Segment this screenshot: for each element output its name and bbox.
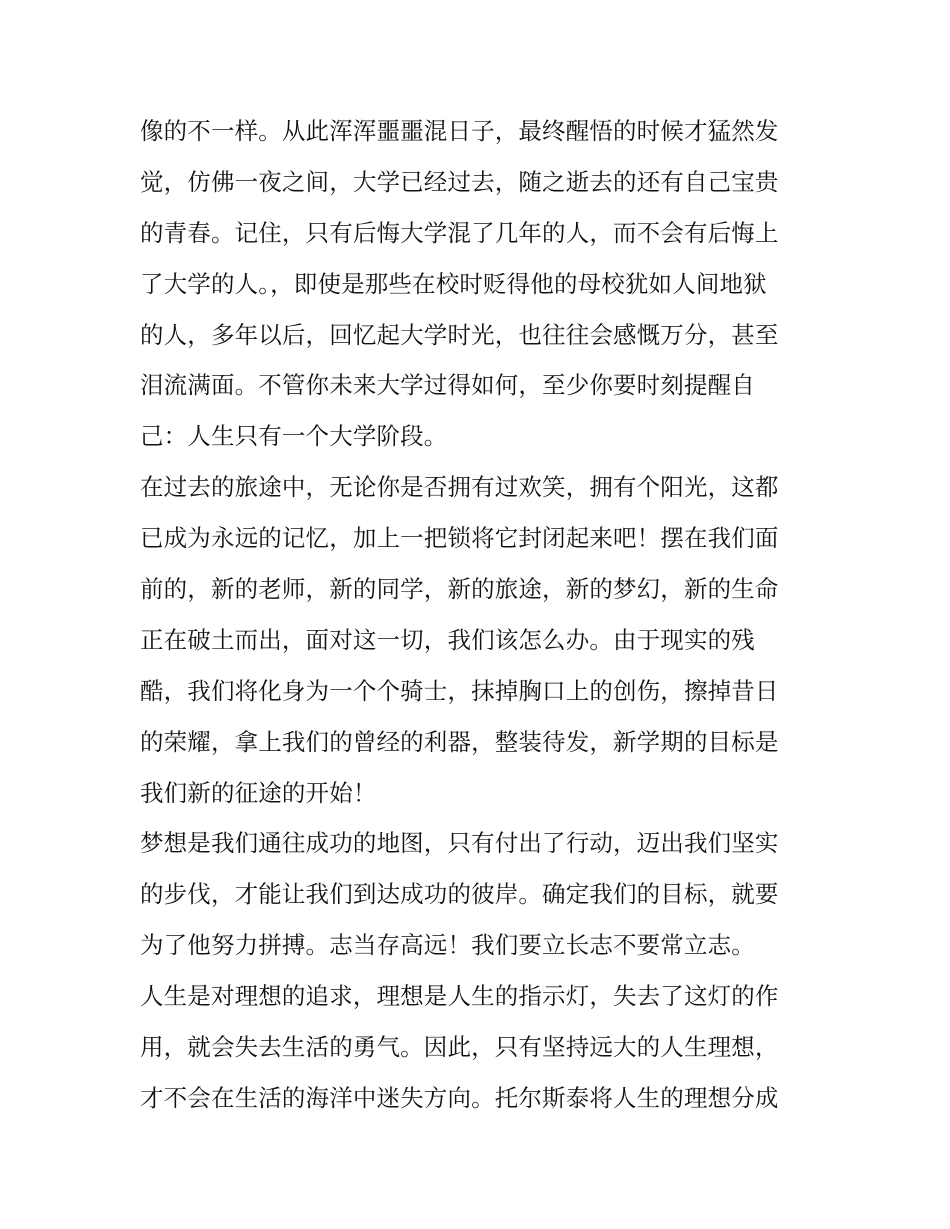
text-line: 泪流满面。不管你未来大学过得如何，至少你要时刻提醒自 — [140, 371, 755, 400]
text-line: 己：人生只有一个大学阶段。 — [140, 422, 448, 451]
text-line: 梦想是我们通往成功的地图，只有付出了行动，迈出我们坚实 — [140, 829, 779, 858]
text-line: 人生是对理想的追求，理想是人生的指示灯，失去了这灯的作 — [140, 982, 779, 1011]
text-line: 用，就会失去生活的勇气。因此，只有坚持远大的人生理想， — [140, 1033, 779, 1062]
text-line: 我们新的征途的开始！ — [140, 778, 377, 807]
text-line: 已成为永远的记忆，加上一把锁将它封闭起来吧！摆在我们面 — [140, 524, 779, 553]
text-line: 的步伐，才能让我们到达成功的彼岸。确定我们的目标，就要 — [140, 880, 779, 909]
text-line: 为了他努力拼搏。志当存高远！我们要立长志不要常立志。 — [140, 931, 755, 960]
text-line: 的青春。记住，只有后悔大学混了几年的人，而不会有后悔上 — [140, 218, 779, 247]
text-line: 酷，我们将化身为一个个骑士，抹掉胸口上的创伤，擦掉昔日 — [140, 676, 779, 705]
text-line: 觉，仿佛一夜之间，大学已经过去，随之逝去的还有自己宝贵 — [140, 167, 779, 196]
body-text — [140, 106, 820, 1124]
text-line: 才不会在生活的海洋中迷失方向。托尔斯泰将人生的理想分成 — [140, 1083, 779, 1112]
text-line: 像的不一样。从此浑浑噩噩混日子，最终醒悟的时候才猛然发 — [140, 117, 779, 145]
text-line: 前的，新的老师，新的同学，新的旅途，新的梦幻，新的生命 — [140, 575, 779, 604]
text-line: 了大学的人。，即使是那些在校时贬得他的母校犹如人间地狱 — [140, 269, 767, 298]
text-line: 的荣耀，拿上我们的曾经的利器，整装待发，新学期的目标是 — [140, 727, 779, 756]
text-line: 在过去的旅途中，无论你是否拥有过欢笑，拥有个阳光，这都 — [140, 473, 779, 502]
text-line: 的人，多年以后，回忆起大学时光，也往往会感慨万分，甚至 — [140, 320, 779, 349]
text-line: 正在破土而出，面对这一切，我们该怎么办。由于现实的残 — [140, 625, 755, 654]
